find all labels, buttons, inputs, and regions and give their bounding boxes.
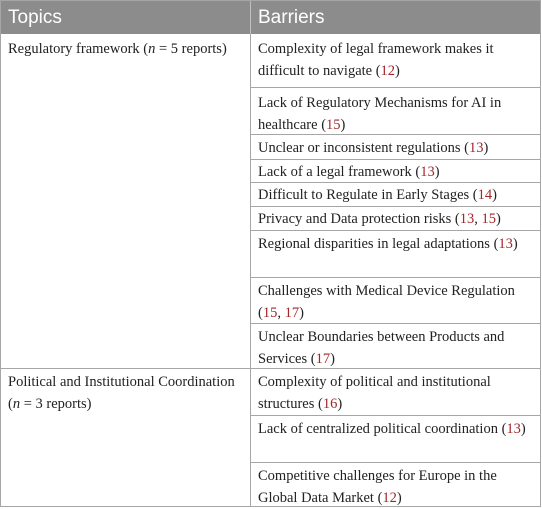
barrier-row [251,182,540,206]
barrier-text: Lack of centralized political coordination (13) [258,421,526,437]
reference-link[interactable]: 17 [315,351,331,367]
reference-link[interactable]: 14 [477,187,493,203]
barrier-text: Unclear Boundaries between Products and Services (17) [258,329,505,367]
barrier-row [251,34,540,87]
header-barriers: Barriers [258,7,325,28]
reference-link[interactable]: 15 [326,117,341,133]
topic-label: Regulatory framework ( [8,41,149,57]
reference-link[interactable]: 12 [382,490,397,506]
topic-regulatory-framework [8,38,246,60]
reference-link[interactable]: 13 [469,140,484,156]
reference-link[interactable]: 12 [380,63,396,79]
barrier-row [251,230,540,277]
barrier-text: Complexity of legal framework makes it difficult to navigate (12) [258,41,494,79]
reference-link[interactable]: 15 [481,211,496,227]
barrier-row [251,415,540,462]
barrier-row [251,134,540,159]
barrier-text: Lack of a legal framework (13) [258,164,440,180]
reference-link[interactable]: 13 [420,164,435,180]
topic-label: Political and Institutional Coordination ( [8,374,235,412]
barrier-row [251,206,540,230]
barrier-row [251,323,540,368]
reference-link[interactable]: 15 [262,305,278,321]
header-topics: Topics [8,7,62,28]
reference-link[interactable]: 17 [284,305,300,321]
barrier-text: Complexity of political and institutional structures (16) [258,374,491,412]
barrier-row [251,277,540,323]
header-divider [250,1,251,34]
topic-count: = 5 reports) [155,41,227,57]
table-header [1,1,540,34]
barrier-text: Competitive challenges for Europe in the Global Data Market (12) [258,468,497,506]
reference-link[interactable]: 16 [322,396,338,412]
barrier-text: Challenges with Medical Device Regulation (15, 17) [258,283,515,321]
barrier-text: Regional disparities in legal adaptations (13) [258,236,518,252]
reference-link[interactable]: 13 [506,421,521,437]
reference-link[interactable]: 13 [459,211,475,227]
barrier-row [251,87,540,134]
topic-political-coordination [8,371,246,415]
barrier-text: Privacy and Data protection risks (13, 15) [258,211,501,227]
barrier-row [251,462,540,507]
barrier-row [251,159,540,182]
barrier-text: Difficult to Regulate in Early Stages (14) [258,187,497,203]
topic-count: = 3 reports) [20,396,92,412]
topic-n-symbol: n [12,396,21,412]
barrier-text: Lack of Regulatory Mechanisms for AI in healthcare (15) [258,95,502,133]
reference-link[interactable]: 13 [498,236,513,252]
barrier-text: Unclear or inconsistent regulations (13) [258,140,489,156]
barrier-row [251,369,540,415]
topic-n-symbol: n [148,41,156,57]
